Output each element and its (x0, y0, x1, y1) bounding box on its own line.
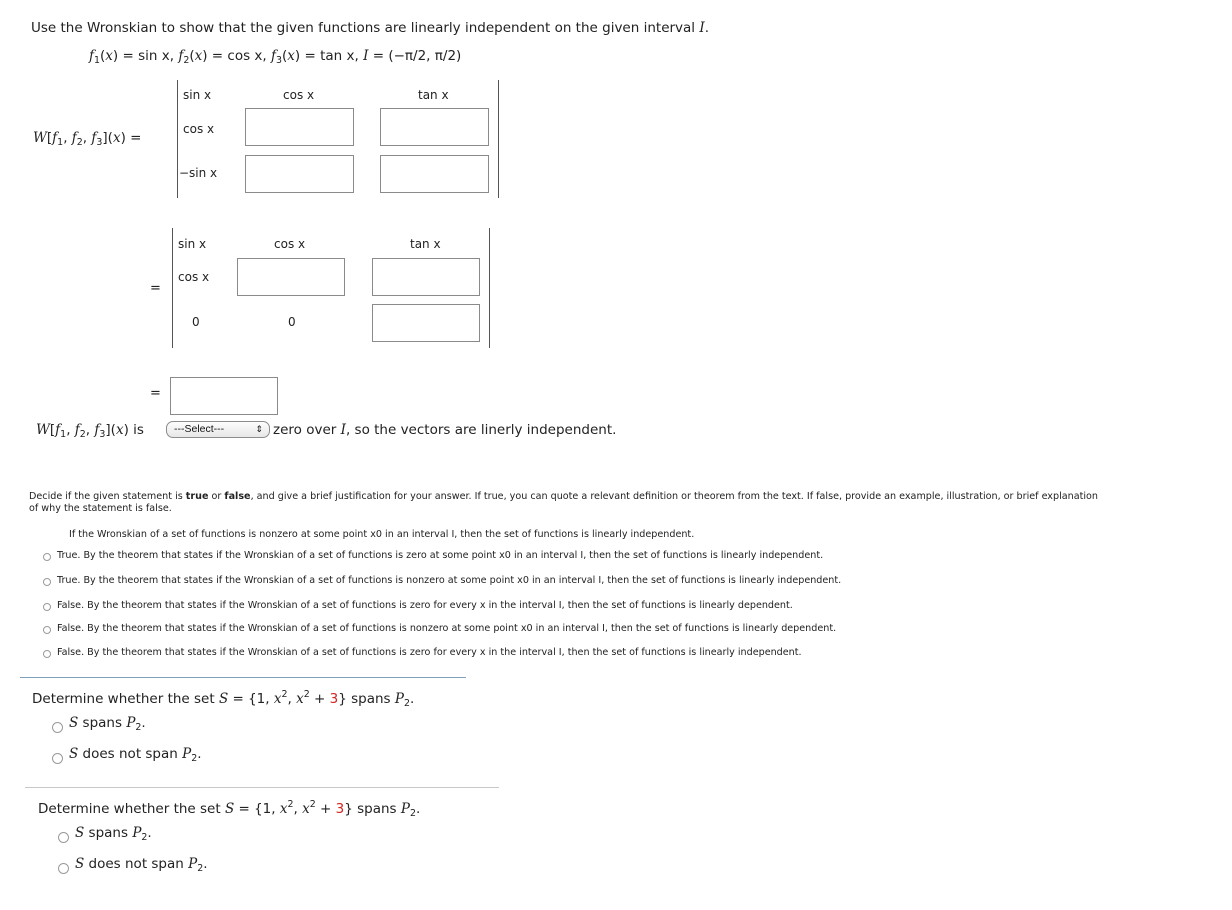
m2-r2c3-input[interactable] (372, 258, 480, 296)
q2-option-5-radio[interactable] (43, 650, 51, 658)
m1-r1c3: tan x (418, 88, 449, 102)
q2-option-3-radio[interactable] (43, 603, 51, 611)
equals-2: = (150, 281, 161, 296)
q2-option-3: False. By the theorem that states if the Wronskian of a set of functions is zero for every x in the interval I, then the set of functions is linearly dependent. (57, 600, 793, 611)
q2-option-5: False. By the theorem that states if the Wronskian of a set of functions is zero for every x in the interval I, then the set of functions is linearly independent. (57, 647, 802, 658)
q4-option-spans: S spans $P_2$. (75, 825, 152, 843)
m2-r1c3: tan x (410, 237, 441, 251)
m1-r1c1: sin x (183, 88, 212, 102)
m2-r3c2: 0 (288, 315, 296, 329)
q1-given-functions: $f_1(x) = \sin x$, $f_2(x) = \cos x$, $f_3(x) = \tan x$, I = (−π/2, π/2) (89, 48, 462, 66)
q4-spans-radio[interactable] (58, 832, 69, 843)
m2-r3c3-input[interactable] (372, 304, 480, 342)
conclusion-suffix: zero over I, so the vectors are linerly independent. (273, 422, 617, 438)
q2-option-2-radio[interactable] (43, 578, 51, 586)
q4-divider (25, 787, 499, 788)
wronskian-label: $W[f_1$, $f_2$, $f_3](x)$ = (33, 130, 142, 148)
q2-statement: If the Wronskian of a set of functions is nonzero at some point x0 in an interval I, then the set of functions is linearly independent. (69, 529, 695, 540)
q3-divider (20, 677, 466, 678)
q4-not-span-radio[interactable] (58, 863, 69, 874)
matrix2-left-bar (172, 228, 173, 348)
m1-r2c2-input[interactable] (245, 108, 354, 146)
m1-r3c3-input[interactable] (380, 155, 489, 193)
q4-option-not-span: S does not span $P_2$. (75, 856, 208, 874)
m1-r3c2-input[interactable] (245, 155, 354, 193)
q2-option-2: True. By the theorem that states if the Wronskian of a set of functions is nonzero at some point x0 in an interval I, then the set of functions is linearly independent. (57, 575, 842, 586)
q3-option-spans: S spans $P_2$. (69, 715, 146, 733)
m1-r2c3-input[interactable] (380, 108, 489, 146)
m1-r2c1: cos x (183, 122, 215, 136)
q3-option-not-span: S does not span $P_2$. (69, 746, 202, 764)
q2-option-1-radio[interactable] (43, 553, 51, 561)
equals-3: = (150, 386, 161, 401)
q2-option-1: True. By the theorem that states if the Wronskian of a set of functions is zero at some point x0 in an interval I, then the set of functions is linearly independent. (57, 550, 824, 561)
q1-instruction: Use the Wronskian to show that the given functions are linearly independent on the given interval I. (31, 20, 709, 36)
m1-r1c2: cos x (283, 88, 315, 102)
matrix1-right-bar (498, 80, 499, 198)
q2-option-4-radio[interactable] (43, 626, 51, 634)
m2-r2c2-input[interactable] (237, 258, 345, 296)
q2-option-4: False. By the theorem that states if the Wronskian of a set of functions is nonzero at some point x0 in an interval I, then the set of functions is linearly dependent. (57, 623, 837, 634)
q2-instruction: Decide if the given statement is true or false, and give a brief justification for your answer. If true, you can quote a relevant definition or theorem from the text. If false, provide an example, illustration, or brief explanation of why the statement is false. (29, 491, 1098, 514)
q3-spans-radio[interactable] (52, 722, 63, 733)
q3-not-span-radio[interactable] (52, 753, 63, 764)
m1-r3c1: −sin x (179, 166, 218, 180)
matrix1-left-bar (177, 80, 178, 198)
m2-r1c2: cos x (274, 237, 306, 251)
zero-select-dropdown[interactable]: ---Select--- ⇕ (166, 421, 270, 438)
m2-r2c1: cos x (178, 270, 210, 284)
conclusion-prefix: $W[f_1$, $f_2$, $f_3](x)$ is (36, 422, 144, 440)
determinant-result-input[interactable] (170, 377, 278, 415)
updown-arrow-icon: ⇕ (255, 424, 263, 434)
m2-r1c1: sin x (178, 237, 207, 251)
q3-prompt: Determine whether the set S = {1, $x^2$, $x^2 + 3$} spans $P_2$. (32, 689, 415, 709)
matrix2-right-bar (489, 228, 490, 348)
q4-prompt: Determine whether the set S = {1, $x^2$, $x^2 + 3$} spans $P_2$. (38, 799, 421, 819)
m2-r3c1: 0 (192, 315, 200, 329)
